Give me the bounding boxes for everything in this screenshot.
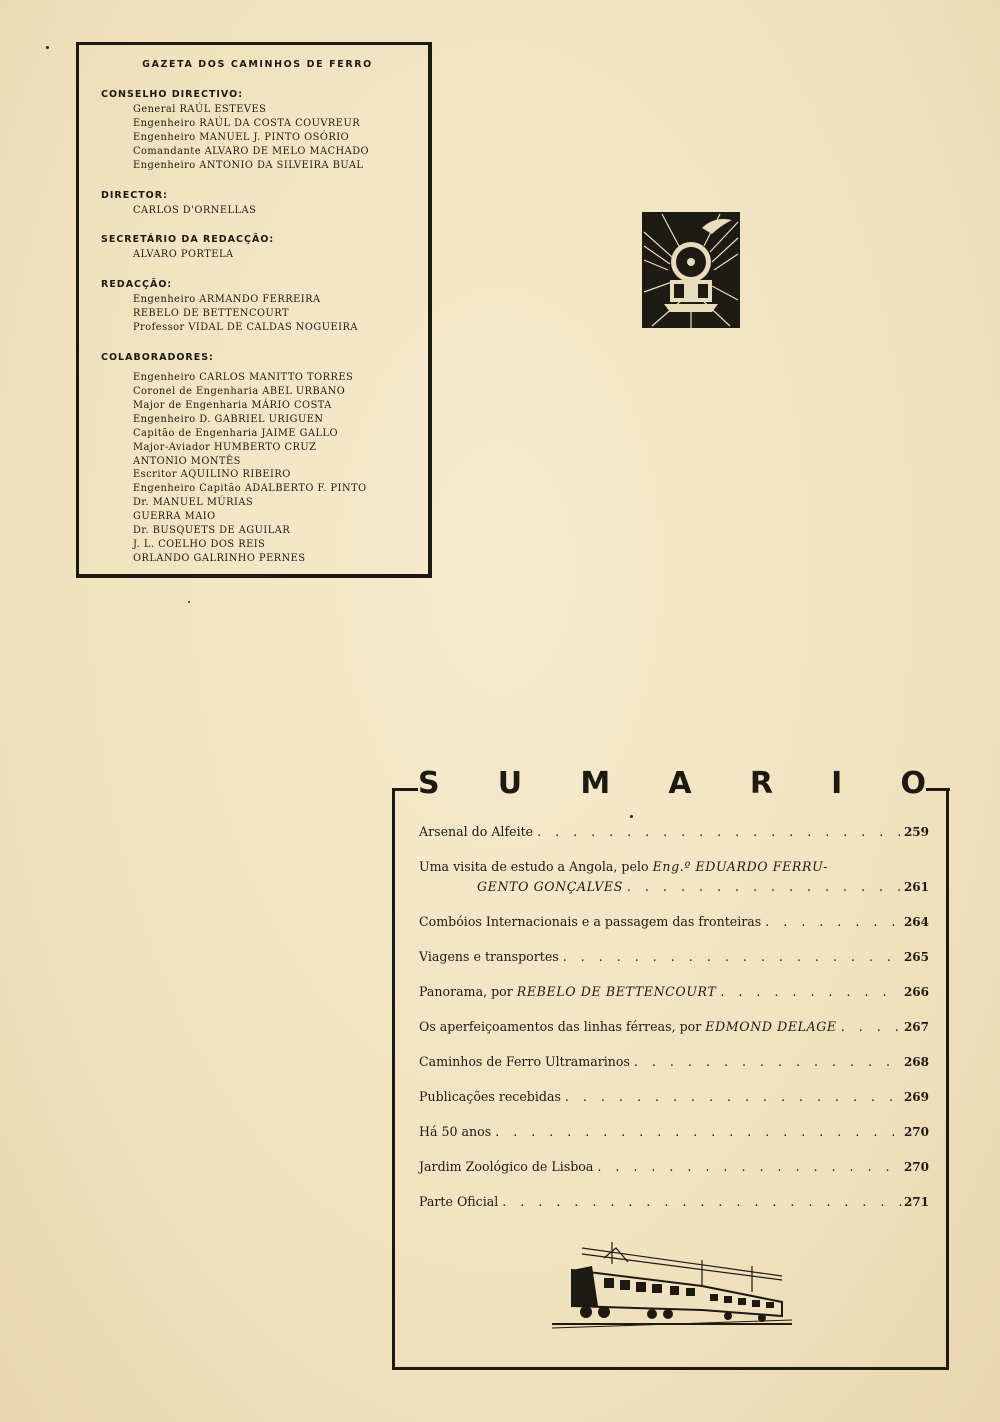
staff-name: Engenheiro ANTONIO DA SILVEIRA BUAL: [133, 159, 364, 171]
section-redaccao: [101, 279, 414, 335]
toc-leader: [761, 912, 901, 932]
toc-entry[interactable]: [419, 1087, 929, 1107]
staff-name: Dr. BUSQUETS DE AGUILAR: [133, 525, 291, 537]
toc-leader: [559, 947, 901, 967]
toc-title: Uma visita de estudo a Angola, pelo: [419, 859, 649, 874]
toc-leader: [837, 1017, 901, 1037]
staff-name: General RAÚL ESTEVES: [133, 104, 267, 115]
name-list: [101, 371, 414, 566]
toc-page: 271: [903, 1195, 929, 1209]
toc-page: 266: [903, 985, 929, 999]
toc-title: Os aperfeiçoamentos das linhas férreas, por: [419, 1019, 702, 1034]
toc-leader: [498, 1192, 901, 1212]
section-heading: REDACÇÃO:: [101, 279, 173, 291]
section-secretario: [101, 234, 414, 262]
staff-name: Capitão de Engenharia JAIME GALLO: [133, 427, 339, 439]
staff-name: Engenheiro RAÚL DA COSTA COUVREUR: [133, 117, 361, 129]
toc-title: Jardim Zoológico de Lisboa: [419, 1159, 594, 1174]
toc-author: Eng.º EDUARDO FERRU-: [652, 859, 828, 874]
toc-title: Há 50 anos: [419, 1124, 492, 1139]
staff-name: Major-Aviador HUMBERTO CRUZ: [133, 441, 317, 453]
staff-name: Major de Engenharia MÁRIO COSTA: [133, 399, 332, 411]
toc-leader: [533, 822, 901, 842]
toc-entry[interactable]: [419, 982, 929, 1002]
toc-leader: [716, 982, 901, 1002]
summary-title-letter: I: [831, 766, 843, 801]
toc-author: EDMOND DELAGE: [705, 1019, 837, 1034]
toc-title: Caminhos de Ferro Ultramarinos: [419, 1054, 630, 1069]
section-conselho: [101, 89, 414, 173]
toc-title: Viagens e transportes: [419, 949, 559, 964]
summary-title-letter: U: [497, 766, 523, 801]
toc-page: 270: [903, 1160, 929, 1174]
toc-page: 265: [903, 950, 929, 964]
toc-author: REBELO DE BETTENCOURT: [516, 984, 717, 999]
masthead-title: GAZETA DOS CAMINHOS DE FERRO: [142, 59, 373, 70]
summary-title-letter: O: [900, 766, 926, 801]
staff-name: GUERRA MAIO: [133, 511, 216, 523]
section-heading: CONSELHO DIRECTIVO:: [101, 89, 243, 100]
show-through-text: [600, 40, 613, 99]
staff-name: ALVARO PORTELA: [133, 249, 234, 261]
staff-name: REBELO DE BETTENCOURT: [133, 308, 289, 320]
masthead-box: [76, 42, 432, 578]
toc-entry[interactable]: [419, 912, 929, 932]
staff-name: Engenheiro MANUEL J. PINTO OSÓRIO: [133, 131, 350, 143]
summary-title-letter: R: [749, 766, 773, 801]
summary-title-letter: S: [418, 766, 440, 801]
staff-name: Coronel de Engenharia ABEL URBANO: [133, 385, 346, 397]
table-of-contents: [419, 822, 929, 1227]
staff-name: Engenheiro D. GABRIEL URIGUEN: [133, 413, 324, 425]
section-heading: COLABORADORES:: [101, 352, 214, 364]
staff-name: Comandante ALVARO DE MELO MACHADO: [133, 145, 370, 157]
name-list: [101, 204, 414, 218]
toc-title: Arsenal do Alfeite: [419, 824, 534, 839]
toc-title: Parte Oficial: [419, 1194, 499, 1209]
toc-page: 267: [903, 1020, 929, 1034]
toc-entry[interactable]: [419, 822, 929, 842]
electric-train-illustration: [552, 1240, 792, 1332]
print-speck: [630, 815, 633, 818]
summary-title-letter: A: [668, 766, 692, 801]
toc-leader: [561, 1087, 901, 1107]
toc-entry[interactable]: [419, 1052, 929, 1072]
toc-title: Panorama, por: [419, 984, 513, 999]
toc-entry[interactable]: [419, 1122, 929, 1142]
toc-page: 268: [903, 1055, 929, 1069]
print-speck: [46, 46, 49, 49]
toc-leader: [491, 1122, 901, 1142]
section-colaboradores: [101, 352, 414, 566]
staff-name: ANTONIO MONTÊS: [133, 455, 241, 467]
toc-leader: [630, 1052, 901, 1072]
staff-name: Professor VIDAL DE CALDAS NOGUEIRA: [133, 322, 358, 334]
staff-name: Dr. MANUEL MÚRIAS: [133, 497, 254, 509]
section-director: [101, 190, 414, 218]
toc-page: 259: [903, 825, 929, 839]
staff-name: ORLANDO GALRINHO PERNES: [133, 552, 306, 564]
name-list: [101, 103, 414, 173]
toc-entry[interactable]: [419, 1192, 929, 1212]
toc-leader: [593, 1157, 901, 1177]
name-list: [101, 293, 414, 335]
toc-leader: [623, 877, 901, 897]
toc-title: Publicações recebidas: [419, 1089, 561, 1104]
staff-name: Engenheiro Capitão ADALBERTO F. PINTO: [133, 483, 367, 495]
toc-page: 270: [903, 1125, 929, 1139]
toc-entry[interactable]: [419, 857, 929, 897]
section-heading: DIRECTOR:: [101, 189, 168, 201]
toc-page: 264: [903, 915, 929, 929]
toc-title: Combóios Internacionais e a passagem das fronteiras: [419, 914, 762, 929]
toc-author-continued: GENTO GONÇALVES: [477, 879, 623, 894]
toc-page: 269: [903, 1090, 929, 1104]
print-speck: [188, 601, 190, 603]
locomotive-woodcut-illustration: [642, 212, 740, 328]
section-heading: SECRETÁRIO DA REDACÇÃO:: [101, 234, 275, 246]
show-through-digits: [340, 560, 383, 755]
staff-name: Engenheiro CARLOS MANITTO TORRES: [133, 372, 354, 384]
staff-name: Engenheiro ARMANDO FERREIRA: [133, 294, 321, 306]
summary-title-letter: M: [580, 766, 611, 801]
toc-entry[interactable]: [419, 1017, 929, 1037]
toc-page: 261: [903, 880, 929, 894]
staff-name: CARLOS D'ORNELLAS: [133, 204, 257, 216]
staff-name: J. L. COELHO DOS REIS: [133, 538, 266, 550]
name-list: [101, 248, 414, 262]
staff-name: Escritor AQUILINO RIBEIRO: [133, 469, 291, 481]
toc-entry[interactable]: [419, 1157, 929, 1177]
toc-entry[interactable]: [419, 947, 929, 967]
